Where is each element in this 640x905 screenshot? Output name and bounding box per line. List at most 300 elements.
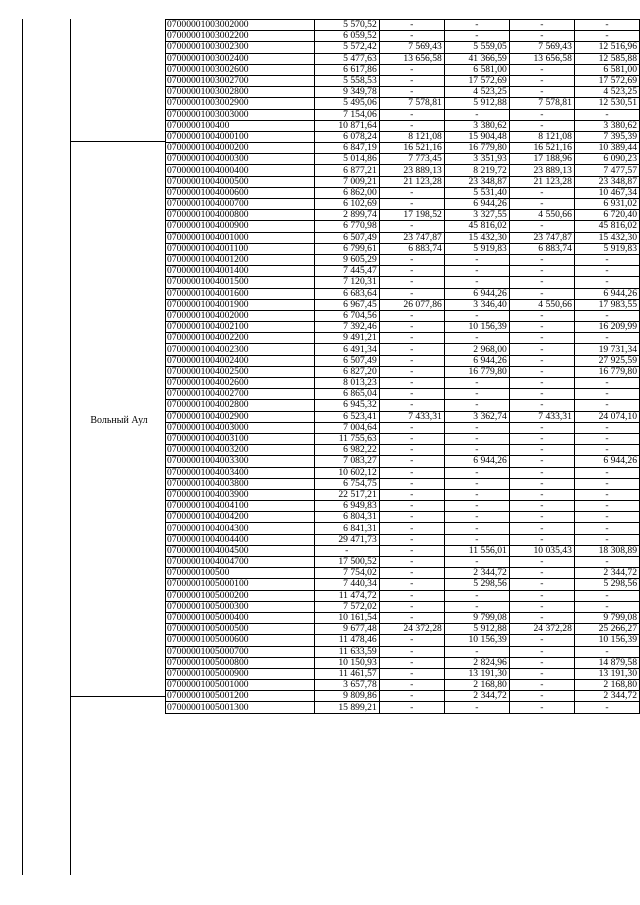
value-cell: -: [574, 590, 639, 601]
value-cell: -: [379, 109, 444, 120]
value-cell: 9 605,29: [314, 254, 379, 265]
table-row: [166, 299, 640, 310]
value-cell: -: [379, 310, 444, 321]
table-row: [166, 210, 640, 221]
value-cell: -: [509, 254, 574, 265]
table-row: [166, 232, 640, 243]
value-cell: -: [379, 501, 444, 512]
value-cell: 3 657,78: [314, 680, 379, 691]
row-code-cell: 07000001004002000: [166, 310, 315, 321]
row-code-cell: 07000001004004100: [166, 501, 315, 512]
value-cell: 5 298,56: [574, 579, 639, 590]
row-code-cell: 07000001003002600: [166, 64, 315, 75]
value-cell: 9 349,78: [314, 87, 379, 98]
value-cell: 7 754,02: [314, 568, 379, 579]
value-cell: -: [444, 277, 509, 288]
value-cell: -: [509, 635, 574, 646]
row-code-cell: 07000001004003200: [166, 445, 315, 456]
row-code-cell: 07000001004004200: [166, 512, 315, 523]
value-cell: -: [509, 199, 574, 210]
value-cell: -: [509, 422, 574, 433]
table-row: [166, 42, 640, 53]
row-code-cell: 07000001004000700: [166, 199, 315, 210]
value-cell: 6 770,98: [314, 221, 379, 232]
value-cell: -: [444, 266, 509, 277]
table-row: [166, 288, 640, 299]
value-cell: -: [509, 646, 574, 657]
value-cell: -: [379, 378, 444, 389]
table-row: [166, 590, 640, 601]
value-cell: 6 982,22: [314, 445, 379, 456]
value-cell: 11 474,72: [314, 590, 379, 601]
value-cell: 23 889,13: [509, 165, 574, 176]
value-cell: -: [379, 545, 444, 556]
table-row: [166, 310, 640, 321]
value-cell: -: [509, 590, 574, 601]
value-cell: 9 809,86: [314, 691, 379, 702]
value-cell: -: [379, 277, 444, 288]
value-cell: -: [379, 702, 444, 713]
value-cell: -: [379, 355, 444, 366]
row-code-cell: 07000001004002700: [166, 389, 315, 400]
value-cell: 12 585,88: [574, 53, 639, 64]
row-code-cell: 07000001005001000: [166, 680, 315, 691]
value-cell: -: [509, 478, 574, 489]
table-row: [166, 109, 640, 120]
value-cell: -: [379, 568, 444, 579]
value-cell: 22 517,21: [314, 489, 379, 500]
value-cell: 7 433,31: [509, 411, 574, 422]
value-cell: 17 572,69: [444, 75, 509, 86]
value-cell: -: [509, 333, 574, 344]
row-code-cell: 07000001005000800: [166, 657, 315, 668]
value-cell: 6 841,31: [314, 523, 379, 534]
row-code-cell: 07000001004002100: [166, 322, 315, 333]
value-cell: 3 351,93: [444, 154, 509, 165]
value-cell: -: [444, 378, 509, 389]
value-cell: 6 967,45: [314, 299, 379, 310]
value-cell: -: [574, 422, 639, 433]
value-cell: 6 090,23: [574, 154, 639, 165]
value-cell: -: [509, 221, 574, 232]
value-cell: -: [444, 433, 509, 444]
value-cell: -: [509, 668, 574, 679]
value-cell: 9 677,48: [314, 624, 379, 635]
row-code-cell: 07000001005000300: [166, 601, 315, 612]
table-row: [166, 98, 640, 109]
value-cell: -: [509, 75, 574, 86]
value-cell: 7 578,81: [379, 98, 444, 109]
row-code-cell: 0700000100400: [166, 120, 315, 131]
value-cell: 8 121,08: [509, 131, 574, 142]
value-cell: -: [379, 478, 444, 489]
value-cell: 2 968,00: [444, 344, 509, 355]
value-cell: 6 847,19: [314, 143, 379, 154]
value-cell: 7 569,43: [509, 42, 574, 53]
value-cell: -: [379, 467, 444, 478]
row-code-cell: 07000001004004700: [166, 557, 315, 568]
row-code-cell: 07000001004000300: [166, 154, 315, 165]
value-cell: 3 380,62: [574, 120, 639, 131]
value-cell: -: [574, 523, 639, 534]
table-row: [166, 702, 640, 713]
value-cell: -: [509, 702, 574, 713]
value-cell: -: [574, 433, 639, 444]
value-cell: 6 945,32: [314, 400, 379, 411]
value-cell: -: [509, 64, 574, 75]
value-cell: 6 883,74: [379, 243, 444, 254]
table-row: [166, 131, 640, 142]
value-cell: -: [574, 20, 639, 31]
value-cell: -: [379, 344, 444, 355]
value-cell: 7 440,34: [314, 579, 379, 590]
table-row: [166, 176, 640, 187]
value-cell: -: [379, 635, 444, 646]
value-cell: -: [444, 333, 509, 344]
value-cell: -: [574, 702, 639, 713]
row-code-cell: 07000001004001400: [166, 266, 315, 277]
value-cell: 6 944,26: [444, 355, 509, 366]
value-cell: -: [509, 501, 574, 512]
value-cell: -: [379, 657, 444, 668]
value-cell: -: [509, 288, 574, 299]
value-cell: -: [574, 266, 639, 277]
row-code-cell: 07000001004002200: [166, 333, 315, 344]
value-cell: -: [574, 378, 639, 389]
value-cell: -: [379, 668, 444, 679]
value-cell: -: [509, 557, 574, 568]
value-cell: 16 779,80: [444, 366, 509, 377]
value-cell: -: [509, 489, 574, 500]
value-cell: 2 344,72: [574, 691, 639, 702]
value-cell: 16 521,16: [379, 143, 444, 154]
value-cell: 7 009,21: [314, 176, 379, 187]
value-cell: -: [444, 489, 509, 500]
value-cell: 6 581,00: [444, 64, 509, 75]
value-cell: 6 799,61: [314, 243, 379, 254]
value-cell: -: [379, 322, 444, 333]
value-cell: 16 779,80: [574, 366, 639, 377]
value-cell: 5 919,83: [444, 243, 509, 254]
value-cell: -: [509, 378, 574, 389]
value-cell: -: [379, 456, 444, 467]
value-cell: -: [509, 456, 574, 467]
value-cell: -: [379, 389, 444, 400]
value-cell: 16 209,99: [574, 322, 639, 333]
value-cell: 10 156,39: [574, 635, 639, 646]
row-code-cell: 07000001004001200: [166, 254, 315, 265]
value-cell: 5 572,42: [314, 42, 379, 53]
value-cell: 17 500,52: [314, 557, 379, 568]
value-cell: -: [509, 20, 574, 31]
region-divider-top: [70, 141, 165, 142]
value-cell: -: [379, 680, 444, 691]
value-cell: -: [379, 266, 444, 277]
value-cell: 7 395,39: [574, 131, 639, 142]
value-cell: 13 191,30: [574, 668, 639, 679]
row-code-cell: 07000001003002400: [166, 53, 315, 64]
value-cell: -: [509, 322, 574, 333]
value-cell: -: [509, 87, 574, 98]
value-cell: -: [379, 590, 444, 601]
value-cell: -: [574, 400, 639, 411]
value-cell: 7 004,64: [314, 422, 379, 433]
value-cell: -: [379, 333, 444, 344]
data-table-body: [166, 20, 640, 714]
table-row: [166, 545, 640, 556]
value-cell: 10 467,34: [574, 187, 639, 198]
value-cell: 6 931,02: [574, 199, 639, 210]
value-cell: 7 572,02: [314, 601, 379, 612]
table-row: [166, 344, 640, 355]
row-code-cell: 07000001005000100: [166, 579, 315, 590]
value-cell: 4 550,66: [509, 299, 574, 310]
value-cell: 6 507,49: [314, 232, 379, 243]
value-cell: 6 944,26: [444, 288, 509, 299]
value-cell: 7 477,57: [574, 165, 639, 176]
value-cell: -: [444, 590, 509, 601]
value-cell: 5 014,86: [314, 154, 379, 165]
row-code-cell: 07000001004003300: [166, 456, 315, 467]
table-row: [166, 53, 640, 64]
row-code-cell: 07000001005000400: [166, 612, 315, 623]
value-cell: 5 919,83: [574, 243, 639, 254]
value-cell: -: [379, 422, 444, 433]
value-cell: -: [574, 277, 639, 288]
value-cell: -: [379, 64, 444, 75]
row-code-cell: 07000001004000100: [166, 131, 315, 142]
row-code-cell: 07000001004001600: [166, 288, 315, 299]
row-code-cell: 07000001003002800: [166, 87, 315, 98]
value-cell: 23 747,87: [509, 232, 574, 243]
value-cell: -: [444, 445, 509, 456]
value-cell: 7 773,45: [379, 154, 444, 165]
row-code-cell: 07000001004003100: [166, 433, 315, 444]
value-cell: -: [509, 120, 574, 131]
value-cell: 6 720,40: [574, 210, 639, 221]
row-code-cell: 07000001004003900: [166, 489, 315, 500]
value-cell: 18 308,89: [574, 545, 639, 556]
value-cell: -: [509, 31, 574, 42]
value-cell: -: [574, 467, 639, 478]
value-cell: -: [509, 467, 574, 478]
table-row: [166, 680, 640, 691]
table-row: [166, 333, 640, 344]
row-code-cell: 07000001004000400: [166, 165, 315, 176]
row-code-cell: 07000001003002300: [166, 42, 315, 53]
value-cell: -: [444, 109, 509, 120]
table-row: [166, 411, 640, 422]
value-cell: -: [379, 31, 444, 42]
row-code-cell: 07000001004000500: [166, 176, 315, 187]
table-row: [166, 322, 640, 333]
value-cell: 45 816,02: [444, 221, 509, 232]
value-cell: -: [574, 254, 639, 265]
value-cell: -: [379, 557, 444, 568]
value-cell: 24 372,28: [509, 624, 574, 635]
value-cell: -: [509, 568, 574, 579]
table-row: [166, 154, 640, 165]
value-cell: -: [444, 523, 509, 534]
value-cell: 23 747,87: [379, 232, 444, 243]
value-cell: 10 156,39: [444, 635, 509, 646]
value-cell: -: [379, 75, 444, 86]
value-cell: -: [509, 523, 574, 534]
table-row: [166, 635, 640, 646]
table-row: [166, 445, 640, 456]
row-code-cell: 07000001003002900: [166, 98, 315, 109]
value-cell: -: [509, 612, 574, 623]
table-row: [166, 221, 640, 232]
table-row: [166, 422, 640, 433]
region-divider-bottom: [70, 696, 165, 697]
value-cell: 6 683,64: [314, 288, 379, 299]
value-cell: -: [444, 601, 509, 612]
value-cell: 6 617,86: [314, 64, 379, 75]
row-code-cell: 07000001003002200: [166, 31, 315, 42]
value-cell: -: [509, 187, 574, 198]
value-cell: 2 168,80: [444, 680, 509, 691]
value-cell: 6 491,34: [314, 344, 379, 355]
value-cell: -: [574, 601, 639, 612]
value-cell: -: [444, 31, 509, 42]
value-cell: -: [509, 691, 574, 702]
value-cell: -: [509, 109, 574, 120]
row-code-cell: 07000001004001900: [166, 299, 315, 310]
table-row: [166, 668, 640, 679]
table-row: [166, 277, 640, 288]
value-cell: -: [509, 445, 574, 456]
value-cell: 6 883,74: [509, 243, 574, 254]
value-cell: -: [444, 557, 509, 568]
value-cell: 12 516,96: [574, 42, 639, 53]
value-cell: 6 804,31: [314, 512, 379, 523]
value-cell: -: [444, 20, 509, 31]
row-code-cell: 07000001005000700: [166, 646, 315, 657]
row-code-cell: 07000001004002800: [166, 400, 315, 411]
value-cell: -: [379, 366, 444, 377]
row-code-cell: 07000001004000900: [166, 221, 315, 232]
value-cell: -: [379, 579, 444, 590]
value-cell: 6 944,26: [574, 288, 639, 299]
value-cell: 11 556,01: [444, 545, 509, 556]
value-cell: 11 461,57: [314, 668, 379, 679]
value-cell: 9 799,08: [444, 612, 509, 623]
value-cell: 2 899,74: [314, 210, 379, 221]
value-cell: 7 154,06: [314, 109, 379, 120]
value-cell: 7 392,46: [314, 322, 379, 333]
value-cell: 4 523,25: [444, 87, 509, 98]
value-cell: -: [509, 277, 574, 288]
table-row: [166, 691, 640, 702]
value-cell: 41 366,59: [444, 53, 509, 64]
table-row: [166, 378, 640, 389]
value-cell: 13 191,30: [444, 668, 509, 679]
value-cell: 6 877,21: [314, 165, 379, 176]
value-cell: 2 344,72: [444, 568, 509, 579]
value-cell: 21 123,28: [509, 176, 574, 187]
value-cell: 6 507,49: [314, 355, 379, 366]
table-row: [166, 266, 640, 277]
row-code-cell: 07000001005001200: [166, 691, 315, 702]
row-code-cell: 07000001004004400: [166, 534, 315, 545]
value-cell: 25 266,27: [574, 624, 639, 635]
value-cell: -: [574, 333, 639, 344]
table-row: [166, 87, 640, 98]
value-cell: 6 754,75: [314, 478, 379, 489]
value-cell: 5 912,88: [444, 624, 509, 635]
table-row: [166, 568, 640, 579]
table-row: [166, 624, 640, 635]
value-cell: -: [444, 534, 509, 545]
value-cell: 6 581,00: [574, 64, 639, 75]
value-cell: 45 816,02: [574, 221, 639, 232]
value-cell: 7 433,31: [379, 411, 444, 422]
table-row: [166, 557, 640, 568]
value-cell: 11 633,59: [314, 646, 379, 657]
value-cell: 11 755,63: [314, 433, 379, 444]
data-table: [165, 19, 640, 714]
value-cell: 2 344,72: [574, 568, 639, 579]
table-row: [166, 523, 640, 534]
value-cell: 7 569,43: [379, 42, 444, 53]
value-cell: 10 389,44: [574, 143, 639, 154]
value-cell: -: [379, 20, 444, 31]
value-cell: 12 530,51: [574, 98, 639, 109]
value-cell: -: [574, 109, 639, 120]
value-cell: 9 491,21: [314, 333, 379, 344]
table-row: [166, 534, 640, 545]
table-row: [166, 467, 640, 478]
value-cell: 10 150,93: [314, 657, 379, 668]
value-cell: 7 120,31: [314, 277, 379, 288]
value-cell: 10 871,64: [314, 120, 379, 131]
value-cell: -: [509, 310, 574, 321]
value-cell: -: [314, 545, 379, 556]
value-cell: 3 346,40: [444, 299, 509, 310]
value-cell: 23 348,87: [574, 176, 639, 187]
table-row: [166, 646, 640, 657]
value-cell: 17 572,69: [574, 75, 639, 86]
row-code-cell: 07000001005000500: [166, 624, 315, 635]
value-cell: -: [444, 646, 509, 657]
value-cell: 23 889,13: [379, 165, 444, 176]
value-cell: 5 477,63: [314, 53, 379, 64]
table-row: [166, 389, 640, 400]
row-code-cell: 07000001004001500: [166, 277, 315, 288]
value-cell: 6 059,52: [314, 31, 379, 42]
value-cell: 6 078,24: [314, 131, 379, 142]
value-cell: -: [379, 400, 444, 411]
value-cell: -: [379, 187, 444, 198]
value-cell: 4 523,25: [574, 87, 639, 98]
row-code-cell: 07000001004002300: [166, 344, 315, 355]
value-cell: 5 912,88: [444, 98, 509, 109]
row-code-cell: 07000001004002400: [166, 355, 315, 366]
value-cell: -: [509, 266, 574, 277]
value-cell: -: [379, 534, 444, 545]
table-row: [166, 579, 640, 590]
value-cell: 4 550,66: [509, 210, 574, 221]
value-cell: -: [574, 389, 639, 400]
value-cell: -: [444, 389, 509, 400]
value-cell: 6 944,26: [444, 199, 509, 210]
value-cell: 10 602,12: [314, 467, 379, 478]
value-cell: 17 188,96: [509, 154, 574, 165]
value-cell: -: [379, 288, 444, 299]
value-cell: 5 559,05: [444, 42, 509, 53]
value-cell: -: [379, 512, 444, 523]
